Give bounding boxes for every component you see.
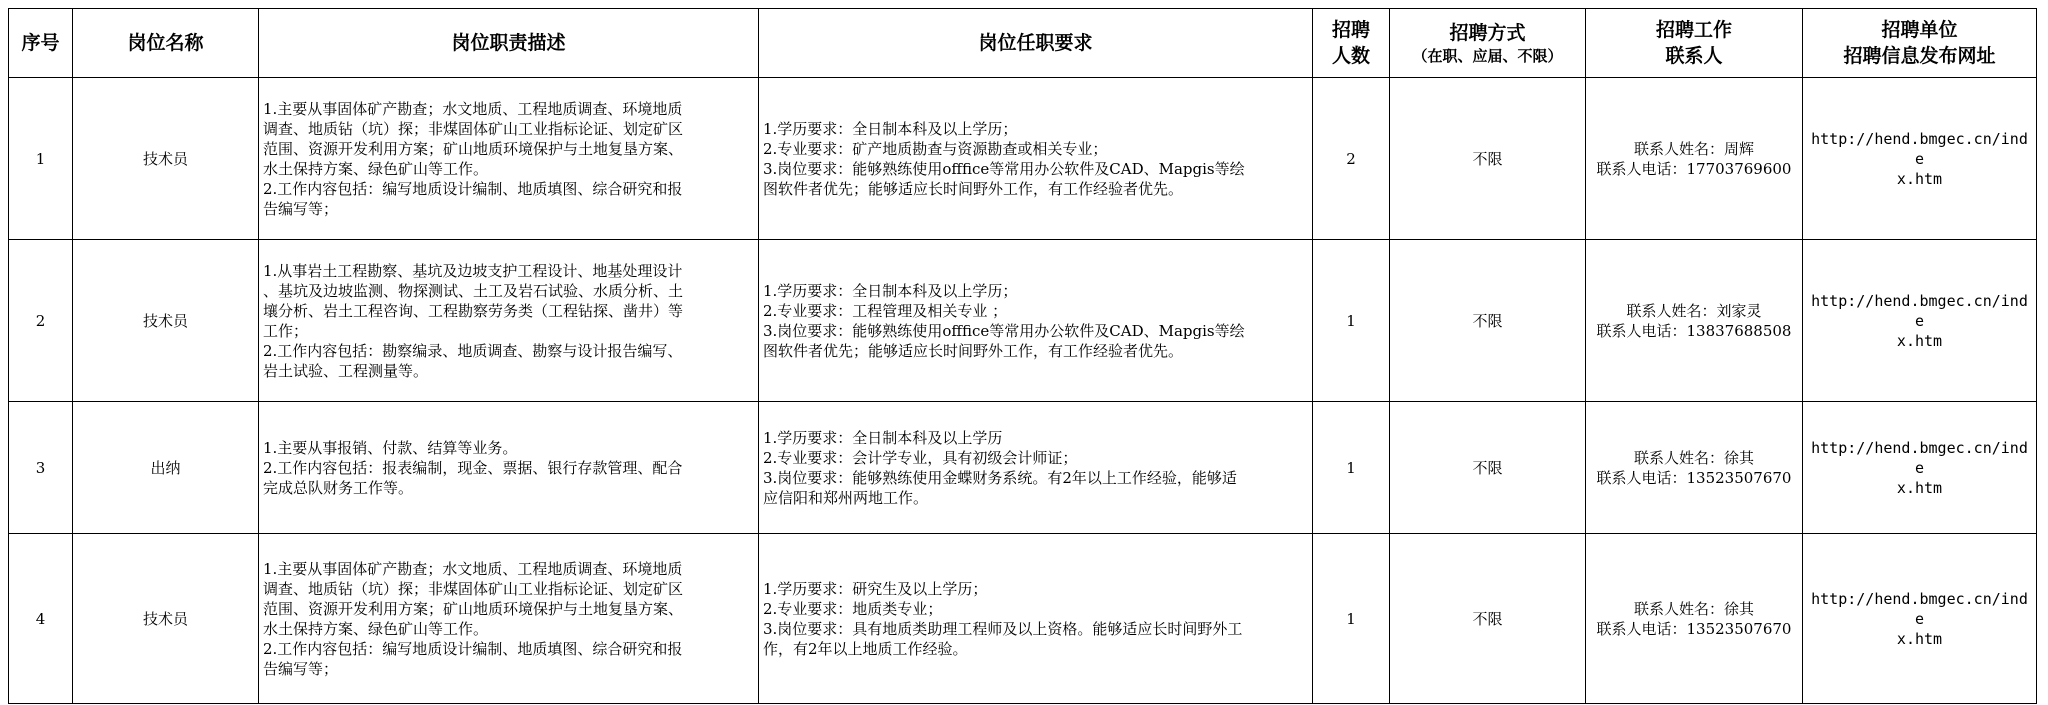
header-method-title: 招聘方式 [1449, 22, 1526, 44]
requirements-cell [759, 534, 1313, 704]
requirement-line: 图软件者优先；能够适应长时间野外工作，有工作经验者优先。 [763, 179, 1184, 198]
contact-cell [1586, 78, 1803, 240]
requirement-line: 作，有2年以上地质工作经验。 [763, 639, 968, 658]
duty-line: 1.主要从事固体矿产勘查；水文地质、工程地质调查、环境地质 [263, 99, 683, 118]
position-name-cell: 技术员 [73, 240, 259, 402]
table-header-row [9, 9, 2037, 78]
duty-line: 1.从事岩土工程勘察、基坑及边坡支护工程设计、地基处理设计 [263, 261, 683, 280]
header-unit-line1: 招聘单位 [1881, 19, 1958, 41]
url-link[interactable]: http://hend.bmgec.cn/inde [1811, 291, 2028, 330]
count-cell: 1 [1313, 240, 1390, 402]
contact-phone: 联系人电话：13523507670 [1596, 619, 1792, 638]
seq-cell: 4 [9, 534, 73, 704]
url-link-continued[interactable]: x.htm [1896, 478, 1943, 497]
contact-phone: 联系人电话：13837688508 [1596, 321, 1792, 340]
seq-cell: 2 [9, 240, 73, 402]
url-link[interactable]: http://hend.bmgec.cn/inde [1811, 129, 2028, 168]
duty-line: 告编写等； [263, 199, 339, 218]
contact-cell [1586, 402, 1803, 534]
duty-line: 2.工作内容包括：勘察编录、地质调查、勘察与设计报告编写、 [263, 341, 683, 360]
contact-cell [1586, 240, 1803, 402]
duty-line: 1.主要从事固体矿产勘查；水文地质、工程地质调查、环境地质 [263, 559, 683, 578]
duty-line: 范围、资源开发利用方案；矿山地质环境保护与土地复垦方案、 [263, 599, 684, 618]
unit-url-cell [1803, 402, 2037, 534]
contact-name: 联系人姓名：徐其 [1633, 448, 1754, 467]
contact-name: 联系人姓名：徐其 [1633, 599, 1754, 618]
duty-line: 2.工作内容包括：报表编制，现金、票据、银行存款管理、配合 [263, 458, 683, 477]
requirement-line: 1.学历要求：全日制本科及以上学历 [763, 428, 1003, 447]
duty-cell [259, 402, 759, 534]
url-link-continued[interactable]: x.htm [1896, 629, 1943, 648]
header-seq: 序号 [9, 9, 73, 78]
header-unit [1803, 9, 2037, 78]
duty-line: 告编写等； [263, 659, 339, 678]
requirements-cell [759, 402, 1313, 534]
contact-phone: 联系人电话：17703769600 [1596, 159, 1792, 178]
method-cell: 不限 [1390, 534, 1586, 704]
header-position-name: 岗位名称 [73, 9, 259, 78]
requirement-line: 3.岗位要求：具有地质类助理工程师及以上资格。能够适应长时间野外工 [763, 619, 1243, 638]
unit-url-cell [1803, 534, 2037, 704]
contact-name: 联系人姓名：周辉 [1633, 139, 1754, 158]
recruitment-table [8, 8, 2037, 704]
duty-cell [259, 534, 759, 704]
duty-line: 、基坑及边坡监测、物探测试、土工及岩石试验、水质分析、土 [263, 281, 684, 300]
duty-line: 1.主要从事报销、付款、结算等业务。 [263, 438, 518, 457]
requirements-cell [759, 78, 1313, 240]
duty-line: 壤分析、岩土工程咨询、工程勘察劳务类（工程钻探、凿井）等 [263, 301, 684, 320]
requirement-line: 2.专业要求：工程管理及相关专业 ； [763, 301, 1008, 320]
requirement-line: 图软件者优先；能够适应长时间野外工作，有工作经验者优先。 [763, 341, 1184, 360]
duty-line: 范围、资源开发利用方案；矿山地质环境保护与土地复垦方案、 [263, 139, 684, 158]
header-contact-line2: 联系人 [1665, 45, 1723, 67]
requirement-line: 3.岗位要求：能够熟练使用offfice等常用办公软件及CAD、Mapgis等绘 [763, 159, 1245, 178]
duty-line: 调查、地质钻（坑）探；非煤固体矿山工业指标论证、划定矿区 [263, 579, 684, 598]
position-name-cell: 技术员 [73, 534, 259, 704]
contact-name: 联系人姓名：刘家灵 [1626, 301, 1762, 320]
header-contact [1586, 9, 1803, 78]
unit-url-cell [1803, 78, 2037, 240]
contact-cell [1586, 534, 1803, 704]
header-unit-line2: 招聘信息发布网址 [1843, 45, 1996, 67]
table-row [9, 402, 2037, 534]
requirement-line: 应信阳和郑州两地工作。 [763, 488, 929, 507]
header-count-line1: 招聘 [1331, 19, 1370, 41]
count-cell: 2 [1313, 78, 1390, 240]
header-contact-line1: 招聘工作 [1655, 19, 1732, 41]
duty-cell [259, 78, 759, 240]
count-cell: 1 [1313, 402, 1390, 534]
header-method-sub: （在职、应届、不限） [1412, 47, 1563, 65]
url-link[interactable]: http://hend.bmgec.cn/inde [1811, 438, 2028, 477]
duty-line: 调查、地质钻（坑）探；非煤固体矿山工业指标论证、划定矿区 [263, 119, 684, 138]
unit-url-cell [1803, 240, 2037, 402]
position-name-cell: 技术员 [73, 78, 259, 240]
contact-phone: 联系人电话：13523507670 [1596, 468, 1792, 487]
header-requirements: 岗位任职要求 [759, 9, 1313, 78]
requirement-line: 3.岗位要求：能够熟练使用offfice等常用办公软件及CAD、Mapgis等绘 [763, 321, 1245, 340]
position-name-cell: 出纳 [73, 402, 259, 534]
header-count-line2: 人数 [1331, 45, 1370, 67]
method-cell: 不限 [1390, 402, 1586, 534]
duty-line: 岩土试验、工程测量等。 [263, 361, 429, 380]
requirement-line: 2.专业要求：矿产地质勘查与资源勘查或相关专业； [763, 139, 1108, 158]
seq-cell: 3 [9, 402, 73, 534]
header-method [1390, 9, 1586, 78]
url-link-continued[interactable]: x.htm [1896, 169, 1943, 188]
header-duty: 岗位职责描述 [259, 9, 759, 78]
duty-line: 水土保持方案、绿色矿山等工作。 [263, 619, 489, 638]
requirements-cell [759, 240, 1313, 402]
requirement-line: 1.学历要求：全日制本科及以上学历； [763, 281, 1018, 300]
table-row [9, 78, 2037, 240]
requirement-line: 2.专业要求：会计学专业，具有初级会计师证； [763, 448, 1078, 467]
duty-line: 水土保持方案、绿色矿山等工作。 [263, 159, 489, 178]
table-row [9, 534, 2037, 704]
requirement-line: 1.学历要求：研究生及以上学历； [763, 579, 988, 598]
duty-line: 完成总队财务工作等。 [263, 478, 414, 497]
method-cell: 不限 [1390, 240, 1586, 402]
duty-cell [259, 240, 759, 402]
url-link[interactable]: http://hend.bmgec.cn/inde [1811, 589, 2028, 628]
duty-line: 工作； [263, 321, 309, 340]
method-cell: 不限 [1390, 78, 1586, 240]
table-row [9, 240, 2037, 402]
count-cell: 1 [1313, 534, 1390, 704]
url-link-continued[interactable]: x.htm [1896, 331, 1943, 350]
requirement-line: 3.岗位要求：能够熟练使用金蝶财务系统。有2年以上工作经验，能够适 [763, 468, 1237, 487]
duty-line: 2.工作内容包括：编写地质设计编制、地质填图、综合研究和报 [263, 179, 683, 198]
requirement-line: 2.专业要求：地质类专业； [763, 599, 943, 618]
header-count [1313, 9, 1390, 78]
duty-line: 2.工作内容包括：编写地质设计编制、地质填图、综合研究和报 [263, 639, 683, 658]
requirement-line: 1.学历要求：全日制本科及以上学历； [763, 119, 1018, 138]
seq-cell: 1 [9, 78, 73, 240]
